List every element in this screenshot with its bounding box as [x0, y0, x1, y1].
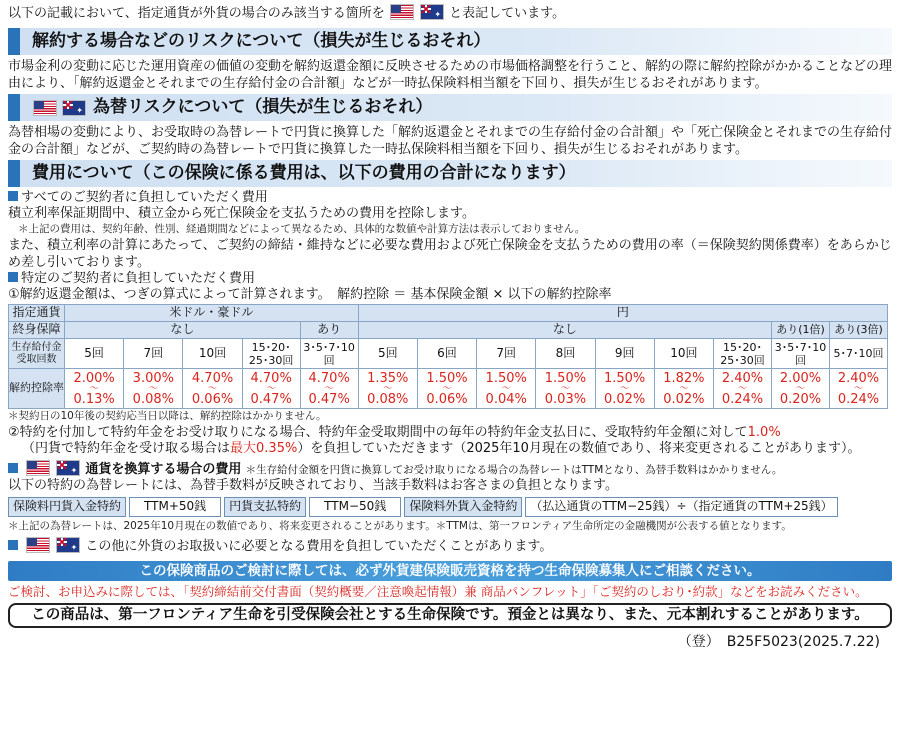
surrender-deduction-table: [8, 304, 888, 409]
square-bullet-icon: [8, 463, 18, 473]
exchange-cost-title-line: [8, 460, 892, 478]
count-cell: 7回: [477, 339, 536, 369]
intro-line: [8, 4, 892, 26]
count-cell: 3･5･7･10回: [300, 339, 358, 369]
other-cost-line: ✦ この他に外貨のお取扱いに必要となる費用を負担していただくことがあります。: [8, 537, 892, 555]
rate-high: 1.35%: [367, 370, 409, 386]
rate-high: 4.70%: [308, 370, 350, 386]
rate-high: 1.50%: [426, 370, 468, 386]
rate-low: 0.06%: [191, 391, 234, 407]
rate-cell: [714, 369, 772, 409]
section-title: 為替リスクについて（損失が生じるおそれ）: [93, 97, 433, 118]
fx-risk-text: 為替相場の変動により、お受取時の為替レートで円貨に換算した「解約返還金とそれまでの生存給付金の合計額」や「死亡保険金とそれまでの生存給付金の合計額」などが、ご契約時の為替レートで円貨に換算した一時払保険料相当額を下回り、損失が生じるおそれがあります。: [8, 125, 893, 157]
rate-high: 1.50%: [485, 370, 527, 386]
rate-low: 0.47%: [250, 391, 292, 407]
exchange-note: ＊上記の為替レートは、2025年10月現在の数値であり、将来変更されることがあります。＊TTMは、第一フロンティア生命所定の金融機関が公表する値となります。: [8, 519, 792, 532]
rate-low: 0.08%: [367, 391, 409, 407]
us-flag-icon: [390, 4, 414, 20]
rate-cell: [772, 369, 830, 409]
rate-low: 0.06%: [426, 391, 468, 407]
rate-cell: [124, 369, 183, 409]
fx-label-yen-deposit: 保険料円貨入金特約: [8, 497, 126, 517]
rate-low: 0.04%: [485, 391, 527, 407]
rate-cell: [477, 369, 536, 409]
rate-high: 1.50%: [603, 370, 646, 386]
rate-cell: [358, 369, 417, 409]
square-bullet-icon: [8, 540, 18, 550]
rate-range-tilde: ～: [560, 383, 570, 394]
rate-range-tilde: ～: [208, 383, 218, 394]
count-cell: 5･7･10回: [830, 339, 888, 369]
rate-cell: [654, 369, 713, 409]
us-flag-icon: [26, 537, 50, 553]
rate-range-tilde: ～: [795, 383, 805, 394]
count-cell: 7回: [124, 339, 183, 369]
rate-cell: [242, 369, 300, 409]
section-heading-surrender-risk: [8, 28, 892, 55]
rate-range-tilde: ～: [853, 383, 863, 394]
row-label-count: 生存給付金受取回数: [9, 339, 65, 369]
rate-high: 2.00%: [73, 370, 115, 386]
rate-cell: [830, 369, 888, 409]
au-flag-icon: [56, 460, 80, 476]
annuity-cost-line1: ②特約を付加して特約年金をお受け取りになる場合、特約年金受取期間中の毎年の特約年金支払日に、受取特約年金額に対して1.0%: [8, 425, 781, 440]
rate-high: 2.00%: [779, 370, 822, 386]
au-flag-icon: [62, 100, 86, 116]
square-bullet-icon: [8, 191, 18, 201]
count-cell: 10回: [654, 339, 713, 369]
surrender-risk-text: 市場金利の変動に応じた運用資産の価値の変動を解約返還金額に反映させるための市場価格調整を行うこと、解約の際に解約控除がかかることなどの理由により、「解約返還金とそれまでの生存給付金の合計額」などが一時払保険料相当額を下回り、損失が生じるおそれがあります。: [8, 59, 893, 91]
annuity-max-rate: 最大0.35%: [230, 441, 298, 456]
rate-range-tilde: ～: [148, 383, 158, 394]
rate-low: 0.24%: [721, 391, 764, 407]
au-flag-icon: [56, 537, 80, 553]
rate-cell: [417, 369, 476, 409]
rate-cell: [595, 369, 654, 409]
count-cell: 8回: [536, 339, 595, 369]
fx-label-foreign-deposit: 保険料外貨入金特約: [404, 497, 522, 517]
annuity-jpy-1x: あり(1倍): [772, 322, 830, 339]
exchange-line: 以下の特約の為替レートには、為替手数料が反映されており、当該手数料はお客さまの負担となります。: [8, 478, 618, 493]
us-flag-icon: [26, 460, 50, 476]
rate-low: 0.02%: [663, 391, 705, 407]
rate-range-tilde: ～: [620, 383, 630, 394]
exchange-title-note: ＊生存給付金額を円貨に換算してお受け取りになる場合の為替レートはTTMとなり、為替手数料はかかりません。: [245, 464, 783, 476]
heading-accent-mark: [8, 160, 20, 187]
rate-range-tilde: ～: [679, 383, 689, 394]
rate-high: 4.70%: [250, 370, 292, 386]
heading-accent-mark: [8, 28, 20, 55]
count-cell: 9回: [595, 339, 654, 369]
fx-value-yen-deposit: TTM+50銭: [129, 497, 221, 517]
consult-banner: この保険商品のご検討に際しては、必ず外貨建保険販売資格を持つ生命保険募集人にご相談ください。: [8, 561, 892, 581]
rate-low: 0.08%: [132, 391, 174, 407]
all-costs-line1: 積立利率保証期間中、積立金から死亡保険金を支払うための費用を控除します。: [8, 206, 475, 221]
currency-jpy: 円: [358, 305, 887, 322]
row-label-currency: 指定通貨: [9, 305, 65, 322]
rate-low: 0.20%: [779, 391, 822, 407]
annuity-rate: 1.0%: [747, 425, 781, 440]
us-flag-icon: [33, 100, 57, 116]
section-title: 費用について（この保険に係る費用は、以下の費用の合計になります）: [32, 163, 576, 184]
rate-range-tilde: ～: [737, 383, 747, 394]
count-cell: 3･5･7･10回: [772, 339, 830, 369]
exchange-title: 通貨を換算する場合の費用: [85, 462, 242, 477]
count-cell: 6回: [417, 339, 476, 369]
table-note: ＊契約日の10年後の契約応当日以降は、解約控除はかかりません。: [8, 410, 327, 422]
intro-text-before: 以下の記載において、指定通貨が外貨の場合のみ該当する箇所を: [8, 6, 385, 21]
rate-range-tilde: ～: [324, 383, 334, 394]
rate-high: 3.00%: [132, 370, 174, 386]
rate-range-tilde: ～: [89, 383, 99, 394]
count-cell: 15･20･25･30回: [242, 339, 300, 369]
disclaimer-box: この商品は、第一フロンティア生命を引受保険会社とする生命保険です。預金とは異なり、また、元本割れすることがあります。: [8, 603, 892, 628]
registration-number: （登） B25F5023(2025.7.22): [677, 633, 880, 650]
annuity-usd-none: なし: [65, 322, 301, 339]
specific-contractors-label: 特定のご契約者に負担していただく費用: [8, 271, 892, 287]
rate-range-tilde: ～: [501, 383, 511, 394]
rate-high: 2.40%: [837, 370, 880, 386]
read-documents-warning: ご検討、お申込みに際しては、「契約締結前交付書面（契約概要／注意喚起情報）兼 商品パンフレット」「ご契約のしおり･約款」などをお読みください。: [8, 583, 868, 599]
rate-range-tilde: ～: [383, 383, 393, 394]
fx-value-foreign-deposit: （払込通貨のTTM−25銭）÷（指定通貨のTTM+25銭）: [525, 497, 837, 517]
rate-cell: [536, 369, 595, 409]
rate-high: 1.82%: [663, 370, 705, 386]
rate-high: 4.70%: [191, 370, 234, 386]
row-label-annuity: 終身保障: [9, 322, 65, 339]
count-cell: 15･20･25･30回: [714, 339, 772, 369]
count-cell: 5回: [358, 339, 417, 369]
fx-label-yen-payment: 円貨支払特約: [224, 497, 306, 517]
rate-low: 0.24%: [837, 391, 880, 407]
section-heading-fx-risk: [8, 94, 892, 121]
row-label-rate: 解約控除率: [9, 369, 65, 409]
currency-usd-aud: 米ドル・豪ドル: [65, 305, 359, 322]
rate-high: 2.40%: [721, 370, 764, 386]
square-bullet-icon: [8, 272, 18, 282]
rate-cell: [183, 369, 242, 409]
annuity-jpy-3x: あり(3倍): [830, 322, 888, 339]
surrender-formula: ①解約返還金額は、つぎの算式によって計算されます。 解約控除 ＝ 基本保険金額 × 以下の解約控除率: [8, 287, 612, 302]
all-costs-note: ＊上記の費用は、契約年齢、性別、経過期間などによって異なるため、具体的な数値や計算方法は表示しておりません。: [18, 223, 586, 235]
rate-low: 0.13%: [73, 391, 115, 407]
section-heading-costs: [8, 160, 892, 187]
count-cell: 5回: [65, 339, 124, 369]
section-title: 解約する場合などのリスクについて（損失が生じるおそれ）: [32, 31, 491, 52]
rate-low: 0.47%: [308, 391, 350, 407]
fx-rate-boxes: [8, 497, 892, 517]
intro-text-after: と表記しています。: [449, 6, 566, 21]
all-costs-line2: また、積立利率の計算にあたって、ご契約の締結・維持などに必要な費用および死亡保険金を支払うための費用の率（＝保険契約関係費率）をあらかじめ差し引いております。: [8, 238, 892, 270]
rate-high: 1.50%: [544, 370, 587, 386]
all-contractors-label: すべてのご契約者に負担していただく費用: [8, 190, 892, 206]
fx-value-yen-payment: TTM−50銭: [309, 497, 401, 517]
rate-range-tilde: ～: [442, 383, 452, 394]
au-flag-icon: [420, 4, 444, 20]
count-cell: 10回: [183, 339, 242, 369]
rate-cell: [65, 369, 124, 409]
annuity-usd-yes: あり: [300, 322, 358, 339]
rate-range-tilde: ～: [266, 383, 276, 394]
rate-low: 0.02%: [603, 391, 646, 407]
heading-accent-mark: [8, 94, 20, 121]
rate-cell: [300, 369, 358, 409]
annuity-jpy-none: なし: [358, 322, 771, 339]
annuity-cost-line2: （円貨で特約年金を受け取る場合は最大0.35%）を負担していただきます（2025年10月現在の数値であり、将来変更されることがあります）。: [22, 441, 861, 456]
rate-low: 0.03%: [544, 391, 587, 407]
